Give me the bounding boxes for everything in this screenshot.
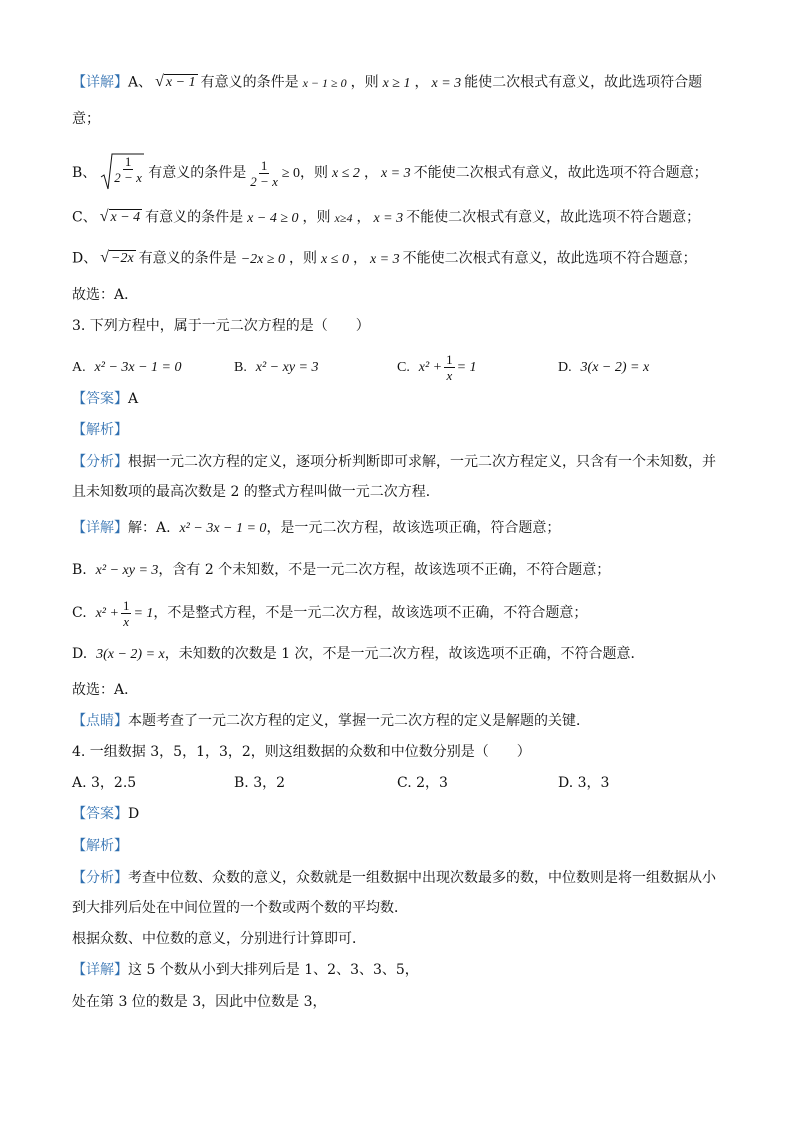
q4-method: 根据众数、中位数的意义，分别进行计算即可． xyxy=(72,931,366,947)
q4-option-d: D. 3，3 xyxy=(558,775,610,791)
q4-median: 处在第 3 位的数是 3，因此中位数是 3， xyxy=(72,994,327,1010)
radical-expression: √ x − 4 xyxy=(99,208,141,225)
q3-choose: 故选：A． xyxy=(72,682,139,698)
q4-options xyxy=(72,773,722,793)
q3-analyze-line1: 【分析】根据一元二次方程的定义，逐项分析判断即可求解，一元二次方程定义，只含有一个未知数，并 xyxy=(72,454,716,470)
radical-expression: √ −2x xyxy=(100,249,134,266)
q2-detail-line-d: D、 √ −2x 有意义的条件是 −2x ≥ 0 ，则 x ≤ 0 ， x = 3 不能使二次根式有意义，故此选项不符合题意； xyxy=(72,248,697,268)
q4-detail: 【详解】这 5 个数从小到大排列后是 1、2、3、3、5， xyxy=(72,962,419,978)
q3-option-b: B. x² − xy = 3 xyxy=(234,360,319,375)
fraction: $\frac{1}{2 - x}$ xyxy=(250,157,278,189)
radical-expression: √ x − 1 xyxy=(155,73,196,90)
q3-comment: 【点睛】本题考查了一元二次方程的定义，掌握一元二次方程的定义是解题的关键． xyxy=(72,713,590,729)
q4-analyze-line2: 到大排列后处在中间位置的一个数或两个数的平均数． xyxy=(72,900,408,916)
q4-answer: 【答案】D xyxy=(72,806,140,822)
q3-option-d: D. 3(x − 2) = x xyxy=(558,360,650,375)
q3-answer: 【答案】A xyxy=(72,391,139,407)
q3-stem: 3. 下列方程中，属于一元二次方程的是（ ） xyxy=(72,318,370,334)
q3-options xyxy=(72,350,722,384)
q2-choose: 故选：A． xyxy=(72,287,139,303)
q3-option-c: C. x² + $\frac{1}{x}$ = 1 xyxy=(397,351,477,383)
q2-detail-line-a-cont: 意； xyxy=(72,111,100,127)
q4-option-c: C. 2，3 xyxy=(397,775,448,791)
q2-detail-line-c: C、 √ x − 4 有意义的条件是 x − 4 ≥ 0 ，则 x≥4 ， x = 3 不能使二次根式有意义，故此选项不符合题意； xyxy=(72,207,700,227)
q2-detail-line-a: 【详解】A、 √ x − 1 有意义的条件是 x − 1 ≥ 0 ，则 x ≥ 1 ， x = 3 能使二次根式有意义，故此选项符合题 xyxy=(72,72,702,92)
q3-detail-b: B. x² − xy = 3，含有 2 个未知数，不是一元二次方程，故该选项不正确，不符合题意； xyxy=(72,562,611,578)
q3-detail-d: D. 3(x − 2) = x，未知数的次数是 1 次，不是一元二次方程，故该选项不正确，不符合题意． xyxy=(72,646,645,662)
q4-option-a: A. 3，2.5 xyxy=(72,775,137,791)
q3-analysis-heading: 【解析】 xyxy=(72,422,128,438)
q4-stem: 4. 一组数据 3，5，1，3，2，则这组数据的众数和中位数分别是（ ） xyxy=(72,744,531,760)
q4-analysis-heading: 【解析】 xyxy=(72,838,128,854)
q3-detail-a: 【详解】解：A. x² − 3x − 1 = 0，是一元二次方程，故该选项正确，符合题意； xyxy=(72,520,561,536)
fraction: $\frac{1}{x}$ xyxy=(122,597,130,629)
q4-option-b: B. 3，2 xyxy=(234,775,286,791)
detail-bracket: 【详解】 xyxy=(72,74,128,91)
q3-analyze-line2: 且未知数项的最高次数是 2 的整式方程叫做一元二次方程． xyxy=(72,484,440,500)
q3-detail-c: C. x² + $\frac{1}{x}$ = 1，不是整式方程，不是一元二次方程，故该选项不正确，不符合题意； xyxy=(72,597,588,629)
q3-option-a: A. x² − 3x − 1 = 0 xyxy=(72,360,182,375)
q2-detail-line-b: B、 $\frac{1}{2 - x}$ 有意义的条件是 $\frac{1}{2 - x}$ ≥ 0，则 x ≤ 2 ， x = 3 不能使二次根式有意义，故此选项不符合题意； xyxy=(72,153,708,193)
q4-analyze-line1: 【分析】考查中位数、众数的意义，众数就是一组数据中出现次数最多的数，中位数则是将一组数据从小 xyxy=(72,870,716,886)
radical-fraction: $\frac{1}{2 - x}$ xyxy=(100,153,144,193)
